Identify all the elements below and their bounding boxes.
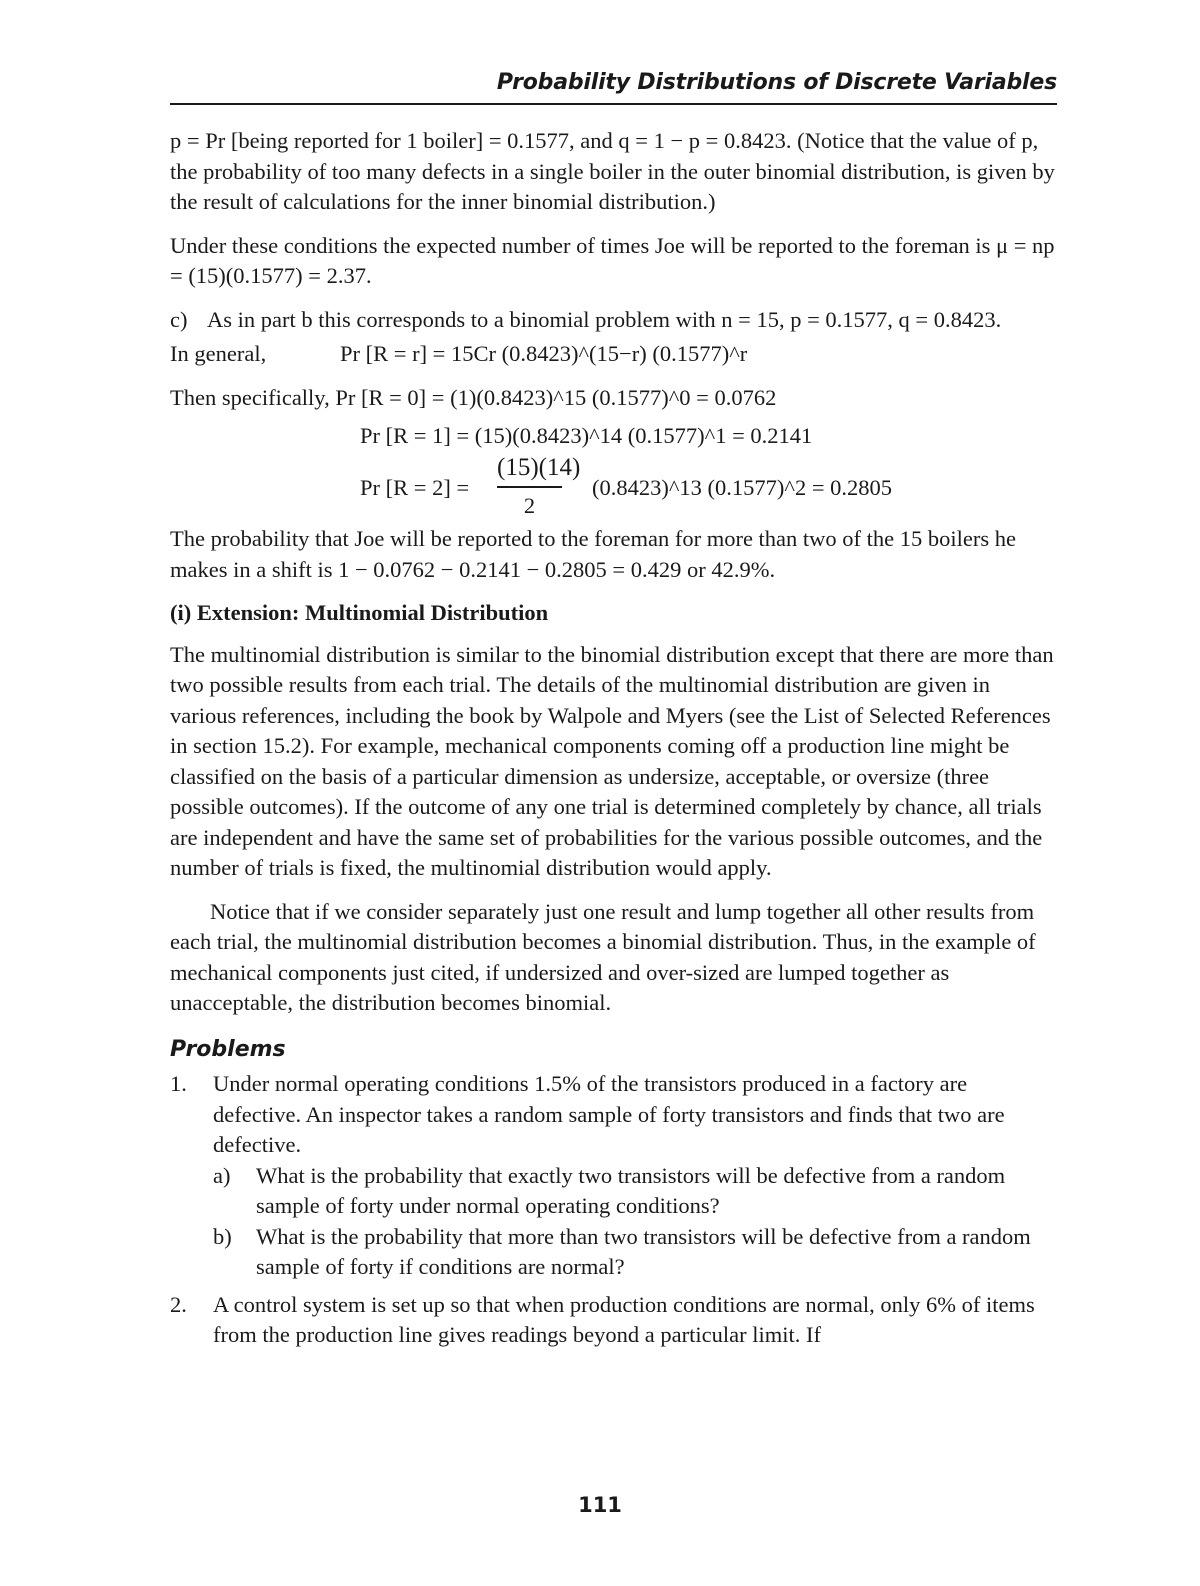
r2-fraction-bar [497, 486, 562, 488]
r2-fraction-denominator: 2 [523, 492, 536, 518]
problem-1a-text: What is the probability that exactly two transistors will be defective from a random sample of forty under normal operating conditions? [256, 1162, 1006, 1218]
r2-fraction-numerator: (15)(14) [497, 454, 581, 481]
paragraph-notice [170, 897, 1057, 1019]
r2-row [170, 452, 1057, 524]
r1-row [170, 421, 1057, 452]
paragraph-result-text: The probability that Joe will be reported to the foreman for more than two of the 15 boilers he makes in a shift is 1 − 0.0762 − 0.2141 − 0.2805 = 0.429 or 42.9%. [170, 526, 1017, 582]
problem-1b-marker: b) [213, 1223, 232, 1249]
part-c-marker: c) [170, 306, 188, 332]
part-c-text: As in part b this corresponds to a binomial problem with n = 15, p = 0.1577, q = 0.8423. [207, 306, 1002, 332]
problem-1-number: 1. [170, 1071, 187, 1096]
header-rule [170, 103, 1057, 105]
r1-formula: Pr [R = 1] = (15)(0.8423)^14 (0.1577)^1 = 0.2141 [360, 423, 813, 448]
paragraph-expected-value [170, 231, 1057, 292]
paragraph-multinomial-text: The multinomial distribution is similar to the binomial distribution except that there are more than two possible results from each trial. The details of the multinomial distribution are given in various references, including the book by Walpole and Myers (see the List of Selected References in section 15.2). For example, mechanical components coming off a production line might be classified on the basis of a particular dimension as undersize, acceptable, or oversize (three possible outcomes). If the outcome of any one trial is determined completely by chance, all trials are independent and have the same set of probabilities for the various possible outcomes, and the number of trials is fixed, the multinomial distribution would apply. [170, 641, 1054, 880]
page-body [170, 126, 1057, 1351]
r2-lhs: Pr [R = 2] = [360, 475, 470, 500]
running-title: Probability Distributions of Discrete Variables [496, 70, 1057, 95]
r0-formula: Then specifically, Pr [R = 0] = (1)(0.8423)^15 (0.1577)^0 = 0.0762 [170, 385, 777, 410]
r2-rhs: (0.8423)^13 (0.1577)^2 = 0.2805 [592, 475, 893, 500]
section-heading-multinomial: (i) Extension: Multinomial Distribution [170, 600, 549, 625]
problem-2 [170, 1290, 1057, 1351]
r2-fraction [497, 452, 581, 520]
general-label: In general, [170, 341, 267, 366]
problems-heading: Problems [170, 1036, 286, 1062]
paragraph-notice-text: Notice that if we consider separately just one result and lump together all other results from each trial, the multinomial distribution becomes a binomial distribution. Thus, in the example of mechanical components just cited, if undersized and over-sized are lumped together as unacceptable, the distribution becomes binomial. [170, 898, 1036, 1015]
paragraph-multinomial [170, 640, 1057, 884]
general-formula-row [170, 339, 1057, 370]
r0-row [170, 383, 1057, 414]
page-number: 111 [578, 1493, 622, 1517]
paragraph-result [170, 524, 1057, 585]
problem-2-text: A control system is set up so that when production conditions are normal, only 6% of items from the production line gives readings beyond a particular limit. If [213, 1291, 1035, 1347]
problem-1-text: Under normal operating conditions 1.5% of the transistors produced in a factory are defective. An inspector takes a random sample of forty transistors and finds that two are defective. [213, 1071, 1005, 1157]
problem-1a-marker: a) [213, 1162, 231, 1188]
problem-1a [213, 1161, 1057, 1222]
paragraph-expected-value-text: Under these conditions the expected number of times Joe will be reported to the foreman is μ = np = (15)(0.1577) = 2.37. [170, 232, 1055, 288]
part-c [170, 305, 1057, 336]
problem-1b-text: What is the probability that more than two transistors will be defective from a random sample of forty if conditions are normal? [256, 1223, 1031, 1279]
problem-2-number: 2. [170, 1291, 187, 1317]
paragraph-p-definition-text: p = Pr [being reported for 1 boiler] = 0.1577, and q = 1 − p = 0.8423. (Notice that the value of p, the probability of too many defects in a single boiler in the outer binomial distribution, is given by the result of calculations for the inner binomial distribution.) [170, 128, 1055, 214]
problem-1b [213, 1222, 1057, 1283]
general-formula: Pr [R = r] = 15Cr (0.8423)^(15−r) (0.1577)^r [340, 341, 748, 366]
problem-1 [170, 1069, 1057, 1283]
paragraph-p-definition [170, 126, 1057, 218]
